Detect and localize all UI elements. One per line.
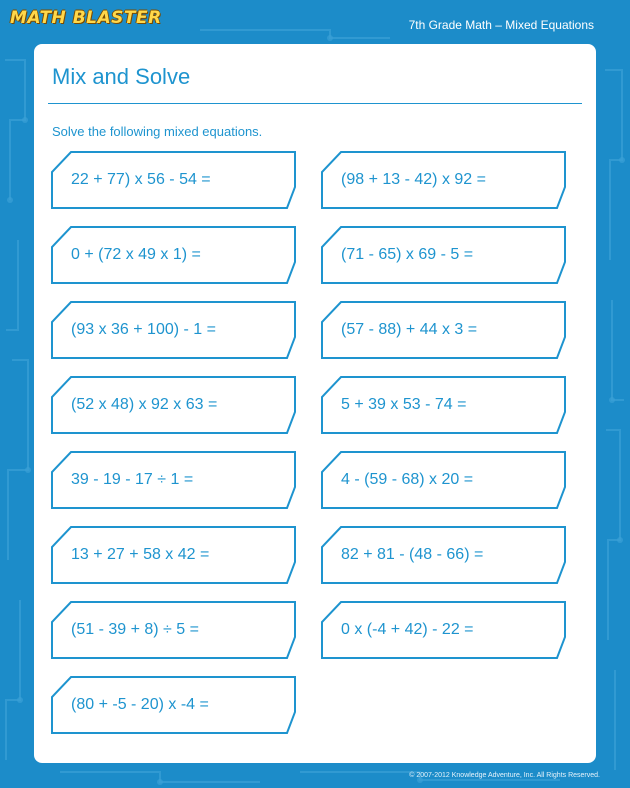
equation-box [321, 301, 579, 359]
equation-box [321, 451, 579, 509]
equation-box [321, 526, 579, 584]
worksheet-header-title: 7th Grade Math – Mixed Equations [408, 18, 594, 32]
equation-text: (98 + 13 - 42) x 92 = [341, 171, 486, 188]
equation-box [321, 601, 579, 659]
equation-text: (52 x 48) x 92 x 63 = [71, 396, 218, 413]
equation-box [51, 451, 309, 509]
equation-text: 0 x (-4 + 42) - 22 = [341, 621, 474, 638]
equation-box [51, 226, 309, 284]
equation-text: (80 + -5 - 20) x -4 = [71, 696, 209, 713]
equation-text: 13 + 27 + 58 x 42 = [71, 546, 210, 563]
worksheet-instructions: Solve the following mixed equations. [52, 124, 263, 139]
equation-box [51, 526, 309, 584]
title-divider [48, 103, 582, 104]
equation-text: (57 - 88) + 44 x 3 = [341, 321, 478, 338]
copyright-footer: © 2007-2012 Knowledge Adventure, Inc. All Rights Reserved. [409, 772, 600, 779]
worksheet-title: Mix and Solve [52, 64, 191, 89]
equation-text: 0 + (72 x 49 x 1) = [71, 246, 201, 263]
equation-box [51, 301, 309, 359]
worksheet-sheet [34, 44, 596, 763]
equation-text: 39 - 19 - 17 ÷ 1 = [71, 471, 194, 488]
equation-text: 22 + 77) x 56 - 54 = [71, 171, 211, 188]
equation-box [321, 226, 579, 284]
equation-box [51, 151, 309, 209]
equation-box [51, 676, 309, 734]
equation-box [321, 151, 579, 209]
equation-text: (71 - 65) x 69 - 5 = [341, 246, 474, 263]
equation-box [51, 376, 309, 434]
equation-text: 82 + 81 - (48 - 66) = [341, 546, 484, 563]
equation-box [51, 601, 309, 659]
equation-text: 5 + 39 x 53 - 74 = [341, 396, 467, 413]
equation-box [321, 376, 579, 434]
equation-text: 4 - (59 - 68) x 20 = [341, 471, 474, 488]
math-blaster-logo: MATH BLASTER [10, 8, 162, 28]
equation-text: (93 x 36 + 100) - 1 = [71, 321, 216, 338]
equation-text: (51 - 39 + 8) ÷ 5 = [71, 621, 199, 638]
